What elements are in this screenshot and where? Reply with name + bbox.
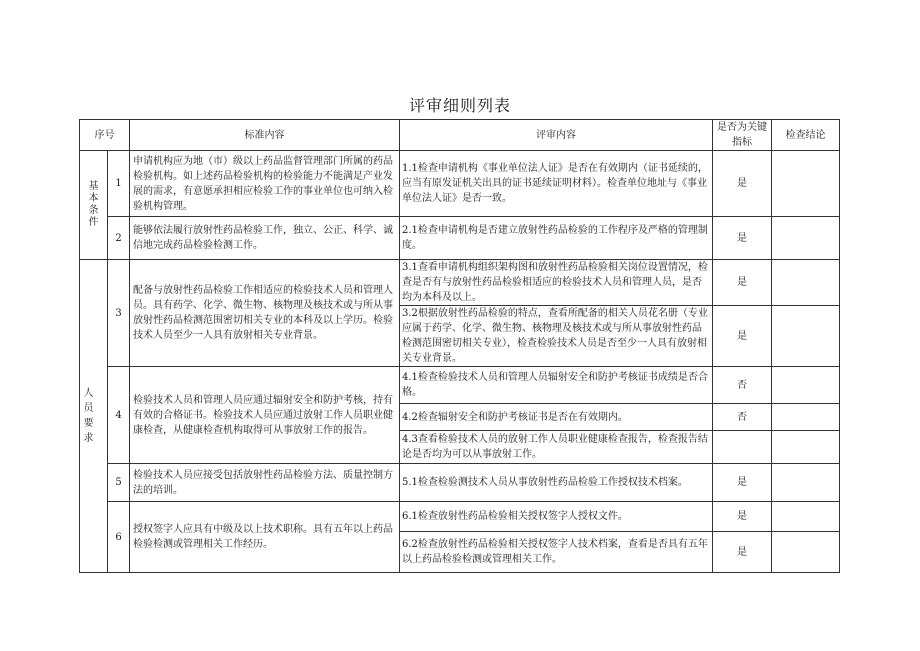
review-content: 3.2根据放射性药品检验的特点，查看所配备的相关人员花名册（专业应属于药学、化学、微生物、核物理及核技术或与所从事放射性药品检测范围密切相关专业），检查检验技术人员是否至少一人具有放射相关专业背景。 bbox=[400, 306, 713, 367]
review-content: 4.2检查辐射安全和防护考核证书是否在有效期内。 bbox=[400, 404, 713, 431]
standard-content: 能够依法履行放射性药品检验工作，独立、公正、科学、诚信地完成药品检验检测工作。 bbox=[130, 217, 400, 260]
item-number: 6 bbox=[108, 502, 130, 573]
review-content: 6.1检查放射性药品检验相关授权签字人授权文件。 bbox=[400, 502, 713, 532]
standard-content: 配备与放射性药品检验工作相适应的检验技术人员和管理人员。具有药学、化学、微生物、核物理及核技术或与所从事放射性药品检测范围密切相关专业的本科及以上学历。检验技术人员至少一人具有放射相关专业背景。 bbox=[130, 260, 400, 367]
page-title: 评审细则列表 bbox=[408, 96, 511, 115]
table-row bbox=[80, 260, 840, 306]
table-row bbox=[80, 464, 840, 502]
table-row bbox=[80, 367, 840, 404]
standard-content: 检验技术人员和管理人员应通过辐射安全和防护考核，持有有效的合格证书。检验技术人员应通过放射工作人员职业健康检查，从健康检查机构取得可从事放射工作的报告。 bbox=[130, 367, 400, 464]
review-criteria-table bbox=[79, 119, 840, 573]
key-indicator: 否 bbox=[713, 367, 772, 404]
key-indicator: 是 bbox=[713, 502, 772, 532]
review-content: 2.1检查申请机构是否建立放射性药品检验的工作程序及严格的管理制度。 bbox=[400, 217, 713, 260]
category-basic: 基本条件 bbox=[80, 151, 108, 260]
standard-content: 授权签字人应具有中级及以上技术职称。具有五年以上药品检验检测或管理相关工作经历。 bbox=[130, 502, 400, 573]
key-indicator: 是 bbox=[713, 217, 772, 260]
check-result bbox=[772, 464, 840, 502]
header-key: 是否为关键指标 bbox=[713, 120, 772, 151]
key-indicator: 否 bbox=[713, 404, 772, 431]
table-row bbox=[80, 151, 840, 217]
table-row bbox=[80, 502, 840, 532]
item-number: 4 bbox=[108, 367, 130, 464]
header-standard: 标准内容 bbox=[130, 120, 400, 151]
item-number: 5 bbox=[108, 464, 130, 502]
table-header-row bbox=[80, 120, 840, 151]
header-seq: 序号 bbox=[80, 120, 130, 151]
table-row bbox=[80, 217, 840, 260]
key-indicator: 是 bbox=[713, 532, 772, 573]
check-result bbox=[772, 502, 840, 532]
key-indicator: 是 bbox=[713, 151, 772, 217]
item-number: 3 bbox=[108, 260, 130, 367]
review-content: 6.2检查放射性药品检验相关授权签字人技术档案，查看是否具有五年以上药品检验检测或管理相关工作。 bbox=[400, 532, 713, 573]
item-number: 2 bbox=[108, 217, 130, 260]
review-content: 3.1查看申请机构组织架构图和放射性药品检验相关岗位设置情况，检查是否有与放射性药品检验相适应的检验技术人员和管理人员，是否均为本科及以上。 bbox=[400, 260, 713, 306]
check-result bbox=[772, 431, 840, 464]
standard-content: 检验技术人员应接受包括放射性药品检验方法、质量控制方法的培训。 bbox=[130, 464, 400, 502]
key-indicator bbox=[713, 431, 772, 464]
header-review: 评审内容 bbox=[400, 120, 713, 151]
check-result bbox=[772, 260, 840, 306]
check-result bbox=[772, 217, 840, 260]
category-staff: 人员要求 bbox=[80, 260, 108, 573]
key-indicator: 是 bbox=[713, 306, 772, 367]
review-content: 4.1检查检验技术人员和管理人员辐射安全和防护考核证书成绩是否合格。 bbox=[400, 367, 713, 404]
check-result bbox=[772, 532, 840, 573]
check-result bbox=[772, 151, 840, 217]
review-content: 5.1检查检验测技术人员从事放射性药品检验工作授权技术档案。 bbox=[400, 464, 713, 502]
check-result bbox=[772, 306, 840, 367]
key-indicator: 是 bbox=[713, 260, 772, 306]
key-indicator: 是 bbox=[713, 464, 772, 502]
check-result bbox=[772, 404, 840, 431]
check-result bbox=[772, 367, 840, 404]
item-number: 1 bbox=[108, 151, 130, 217]
standard-content: 申请机构应为地（市）级以上药品监督管理部门所属的药品检验机构。如上述药品检验机构的检验能力不能满足产业发展的需求，有意愿承担相应检验工作的事业单位也可纳入检验机构管理。 bbox=[130, 151, 400, 217]
review-content: 1.1检查申请机构《事业单位法人证》是否在有效期内（证书延续的，应当有原发证机关出具的证书延续证明材料）。检查单位地址与《事业单位法人证》是否一致。 bbox=[400, 151, 713, 217]
header-result: 检查结论 bbox=[772, 120, 840, 151]
review-content: 4.3查看检验技术人员的放射工作人员职业健康检查报告，检查报告结论是否均为可以从事放射工作。 bbox=[400, 431, 713, 464]
